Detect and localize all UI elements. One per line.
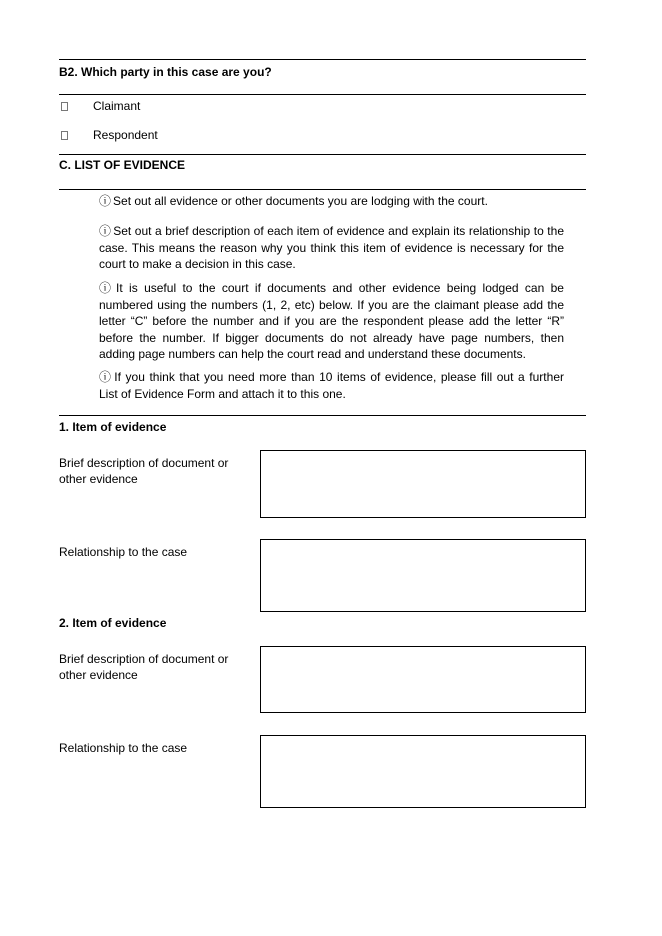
option-label: Claimant [93,99,141,113]
item-1-heading: 1. Item of evidence [59,420,167,434]
description-label: Brief description of document or other evidence [59,652,229,682]
item-2-heading: 2. Item of evidence [59,616,167,630]
divider [59,189,586,190]
note-text: If you think that you need more than 10 items of evidence, please fill out a further List of Evidence Form and attach it to this one. [99,370,564,401]
checkbox[interactable] [61,131,68,140]
divider [59,415,586,416]
relationship-label: Relationship to the case [59,545,188,559]
item-1-description-field[interactable] [260,450,586,518]
divider [59,59,586,60]
note-4 [99,369,564,402]
item-1-relationship-field[interactable] [260,539,586,612]
info-icon: ⓘ [99,281,115,295]
relationship-label: Relationship to the case [59,741,188,755]
divider [59,154,586,155]
option-respondent[interactable] [61,128,158,142]
note-text: Set out a brief description of each item of evidence and explain its relationship to the case. This means the reason why you think this item of evidence is necessary for the court to make a decision in this case. [99,224,564,271]
info-icon: ⓘ [99,370,113,384]
divider [59,94,586,95]
note-2 [99,223,564,273]
item-2-description-field[interactable] [260,646,586,713]
note-1 [99,193,564,210]
item-2-relationship-field[interactable] [260,735,586,808]
option-claimant[interactable] [61,99,140,113]
note-text: Set out all evidence or other documents you are lodging with the court. [113,194,488,208]
checkbox[interactable] [61,102,68,111]
section-c-heading: C. LIST OF EVIDENCE [59,158,186,172]
note-text: It is useful to the court if documents and other evidence being lodged can be numbered using the numbers (1, 2, etc) below. If you are the claimant please add the letter “C” before the number and if you are the respondent please add the letter “R” before the number. If bigger documents do not already have page numbers, then adding page numbers can help the court read and understand these documents. [99,281,564,361]
section-b2-heading: B2. Which party in this case are you? [59,65,272,79]
info-icon: ⓘ [99,224,112,238]
info-icon: ⓘ [99,194,112,208]
option-label: Respondent [93,128,158,142]
note-3 [99,280,564,363]
description-label: Brief description of document or other evidence [59,456,229,486]
